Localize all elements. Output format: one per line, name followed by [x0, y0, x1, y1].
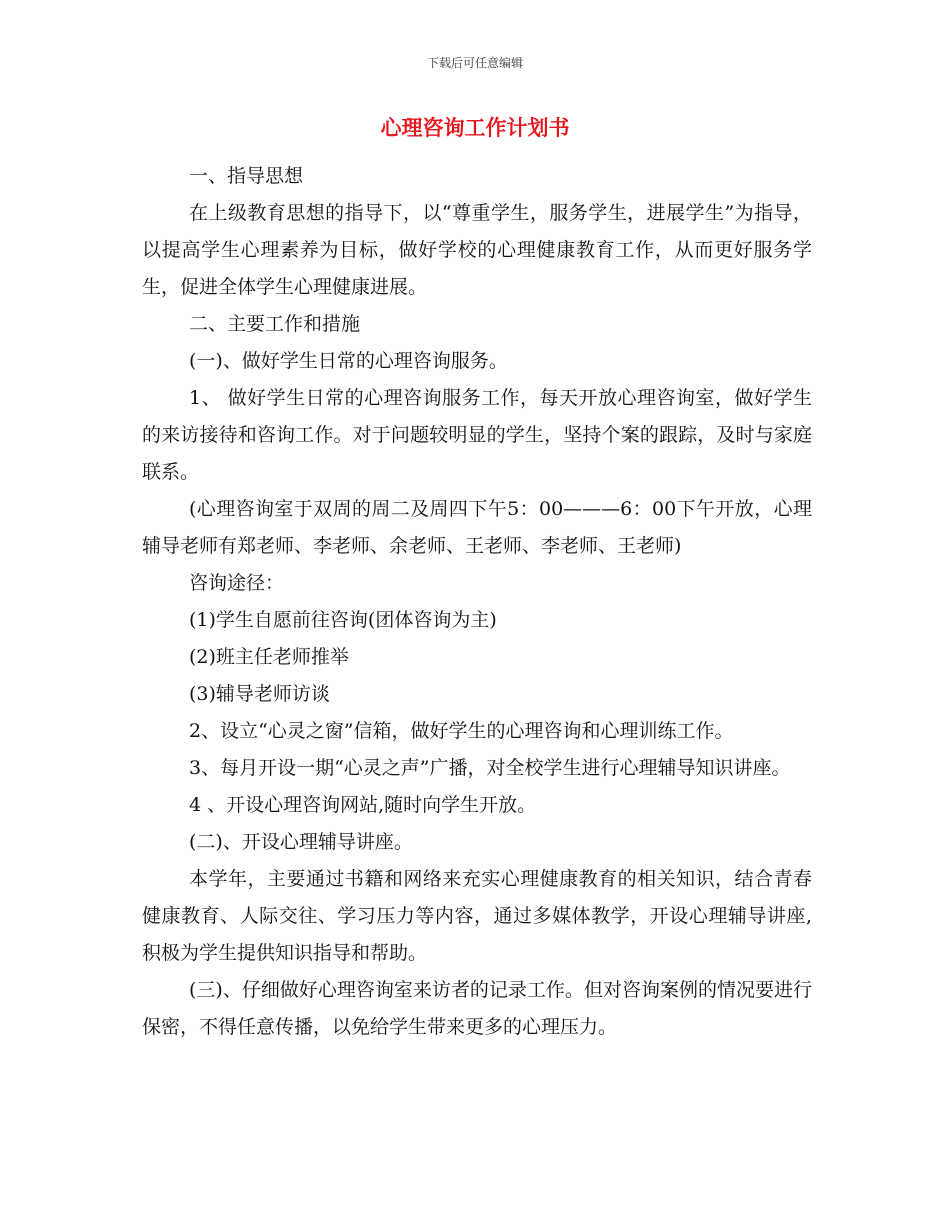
document-body: [142, 158, 812, 1046]
channel-item-3: (3)辅导老师访谈: [189, 683, 330, 705]
paragraph-guiding-ideology: 在上级教育思想的指导下，以“尊重学生，服务学生，进展学生”为指导，以提高学生心理素养为目标，做好学校的心理健康教育工作，从而更好服务学生，促进全体学生心理健康进展。: [142, 202, 812, 298]
subheading-records: (三)、仔细做好心理咨询室来访者的记录工作。但对咨询案例的情况要进行保密，不得任意传播，以免给学生带来更多的心理压力。: [142, 979, 812, 1038]
subheading-counseling-service: (一)、做好学生日常的心理咨询服务。: [189, 350, 508, 372]
paragraph-opening-hours: (心理咨询室于双周的周二及周四下午5：00———6：00下午开放，心理辅导老师有郑老师、李老师、余老师、王老师、李老师、王老师): [142, 498, 812, 557]
item-3-broadcast: 3、每月开设一期“心灵之声”广播，对全校学生进行心理辅导知识讲座。: [189, 757, 791, 779]
section-heading-guiding-ideology: 一、指导思想: [189, 165, 304, 187]
subheading-lectures: (二)、开设心理辅导讲座。: [189, 831, 413, 853]
channel-item-1: (1)学生自愿前往咨询(团体咨询为主): [189, 609, 497, 631]
paragraph-lectures: 本学年，主要通过书籍和网络来充实心理健康教育的相关知识，结合青春健康教育、人际交往、学习压力等内容，通过多媒体教学，开设心理辅导讲座,积极为学生提供知识指导和帮助。: [142, 868, 812, 964]
section-heading-main-work: 二、主要工作和措施: [189, 313, 361, 335]
item-2-mailbox: 2、设立“心灵之窗”信箱，做好学生的心理咨询和心理训练工作。: [189, 720, 734, 742]
label-counseling-channels: 咨询途径：: [189, 572, 285, 594]
item-4-website: 4 、开设心理咨询网站,随时向学生开放。: [189, 794, 537, 816]
header-note: 下载后可任意编辑: [426, 56, 523, 70]
item-1-daily-counseling: 1、 做好学生日常的心理咨询服务工作，每天开放心理咨询室，做好学生的来访接待和咨询工作。对于问题较明显的学生，坚持个案的跟踪，及时与家庭联系。: [142, 387, 812, 483]
channel-item-2: (2)班主任老师推举: [189, 646, 349, 668]
document-title: 心理咨询工作计划书: [380, 116, 570, 140]
